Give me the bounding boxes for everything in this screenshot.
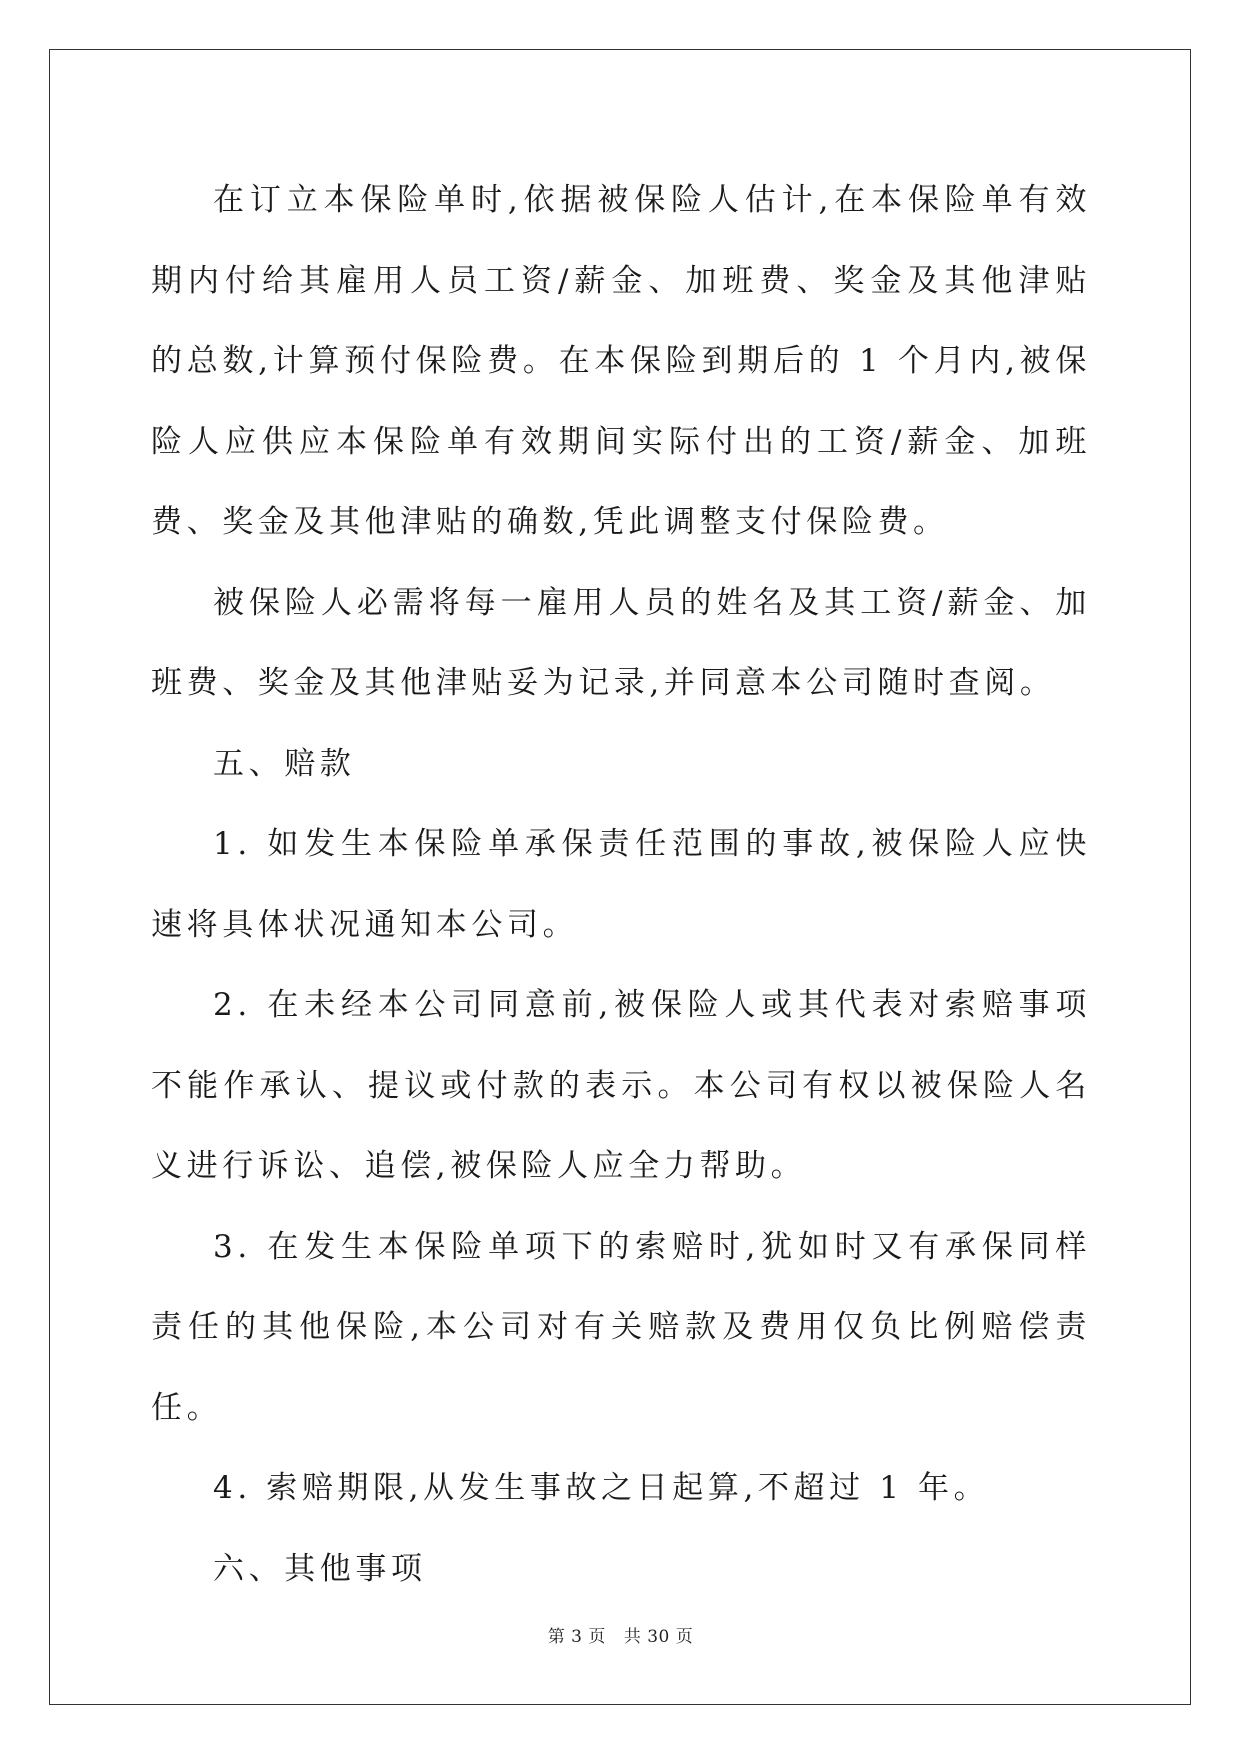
claims-item-4: 4. 索赔期限,从发生事故之日起算,不超过 1 年。 <box>213 1470 990 1506</box>
paragraph-records: 被保险人必需将每一雇用人员的姓名及其工资/薪金、加班费、奖金及其他津贴妥为记录,并同意本公司随时查阅。 <box>151 584 1091 701</box>
page-number: 第 3 页 <box>547 1627 606 1647</box>
claims-item-2: 2. 在未经本公司同意前,被保险人或其代表对索赔事项不能作承认、提议或付款的表示。本公司有权以被保险人名义进行诉讼、追偿,被保险人应全力帮助。 <box>151 987 1091 1184</box>
paragraph-premium-calculation: 在订立本保险单时,依据被保险人估计,在本保险单有效期内付给其雇用人员工资/薪金、加班费、奖金及其他津贴的总数,计算预付保险费。在本保险到期后的 1 个月内,被保险人应供应本保险单有效期间实际付出的工资/薪金、加班费、奖金及其他津贴的确数,凭此调整支付保险费。 <box>151 182 1091 540</box>
claims-item-3: 3. 在发生本保险单项下的索赔时,犹如时又有承保同样责任的其他保险,本公司对有关赔款及费用仅负比例赔偿责任。 <box>151 1228 1091 1426</box>
document-body <box>151 160 1091 1609</box>
page-footer <box>0 1622 1241 1647</box>
claims-item-1: 1. 如发生本保险单承保责任范围的事故,被保险人应快速将具体状况通知本公司。 <box>151 826 1091 943</box>
section-heading-other-matters: 六、其他事项 <box>213 1550 427 1587</box>
section-heading-claims: 五、赔款 <box>213 745 356 782</box>
page-total: 共 30 页 <box>623 1627 694 1647</box>
